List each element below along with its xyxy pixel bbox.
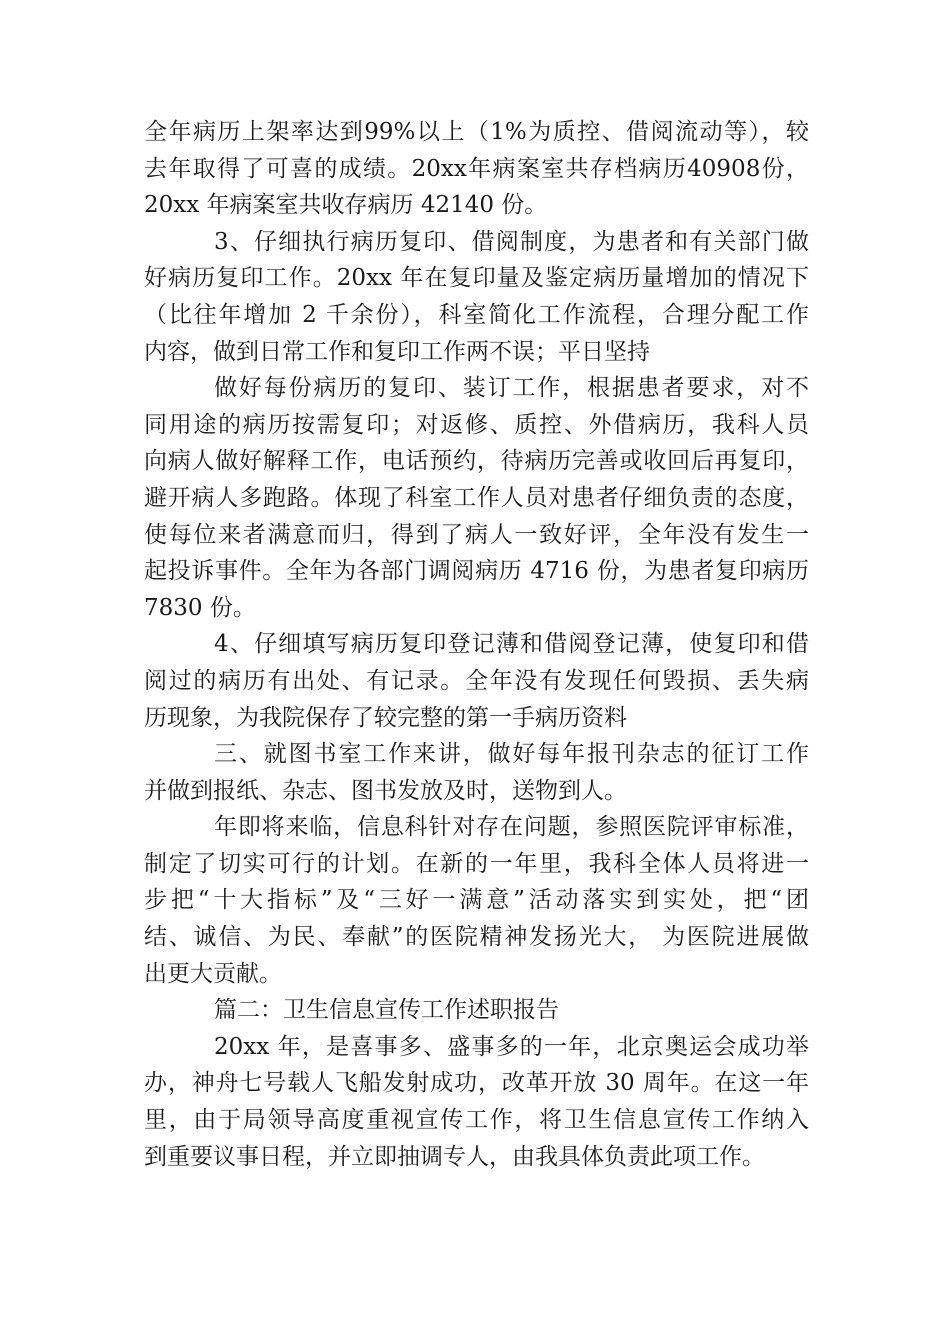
paragraph-start-line: 3、仔细执行病历复印、借阅制度，为患者和有关部门做 (214, 228, 809, 255)
text-line: 避开病人多跑路。体现了科室工作人员对患者仔细负责的态度， (144, 484, 809, 511)
text-line: 20xx 年病案室共收存病历 42140 份。 (144, 192, 548, 219)
text-line: 步把“十大指标”及“三好一满意”活动落实到实处，把“团 (144, 887, 809, 914)
paragraph-start-line: 4、仔细填写病历复印登记薄和借阅登记薄，使复印和借 (214, 631, 809, 658)
text-line: 向病人做好解释工作，电话预约，待病历完善或收回后再复印， (144, 448, 809, 475)
text-line: 去年取得了可喜的成绩。20xx年病案室共存档病历40908份， (144, 155, 809, 182)
text-line: 历现象，为我院保存了较完整的第一手病历资料 (144, 704, 627, 731)
text-line: 好病历复印工作。20xx 年在复印量及鉴定病历量增加的情况下 (144, 265, 809, 292)
document-body (144, 114, 809, 1175)
paragraph-start-line: 做好每份病历的复印、装订工作，根据患者要求，对不 (214, 375, 809, 402)
paragraph-start-line: 年即将来临，信息科针对存在问题，参照医院评审标准， (214, 814, 809, 841)
text-line: 出更大贡献。 (144, 960, 282, 987)
text-line: 起投诉事件。全年为各部门调阅病历 4716 份，为患者复印病历 (144, 558, 809, 585)
text-line: 制定了切实可行的计划。在新的一年里，我科全体人员将进一 (144, 850, 809, 877)
text-line: 内容，做到日常工作和复印工作两不误；平日坚持 (144, 338, 650, 365)
text-line: 阅过的病历有出处、有记录。全年没有发现任何毁损、丢失病 (144, 667, 809, 694)
text-line: 到重要议事日程，并立即抽调专人，由我具体负责此项工作。 (144, 1143, 765, 1170)
paragraph-start-line: 三、就图书室工作来讲，做好每年报刊杂志的征订工作 (214, 741, 809, 768)
text-line: 使每位来者满意而归，得到了病人一致好评，全年没有发生一 (144, 521, 809, 548)
text-line: 7830 份。 (144, 594, 256, 621)
text-line: 里，由于局领导高度重视宣传工作，将卫生信息宣传工作纳入 (144, 1107, 809, 1134)
text-line: （比往年增加 2 千余份），科室简化工作流程，合理分配工作 (144, 301, 809, 328)
paragraph-start-line: 20xx 年，是喜事多、盛事多的一年，北京奥运会成功举 (214, 1033, 809, 1060)
section-heading: 篇二：卫生信息宣传工作述职报告 (214, 997, 559, 1024)
text-line: 办，神舟七号载人飞船发射成功，改革开放 30 周年。在这一年 (144, 1070, 809, 1097)
text-line: 结、诚信、为民、奉献”的医院精神发扬光大， 为医院进展做 (144, 924, 809, 951)
text-line: 并做到报纸、杂志、图书发放及时，送物到人。 (144, 777, 627, 804)
text-line: 全年病历上架率达到99%以上（1%为质控、借阅流动等），较 (144, 119, 809, 145)
text-line: 同用途的病历按需复印；对返修、质控、外借病历，我科人员 (144, 411, 809, 438)
